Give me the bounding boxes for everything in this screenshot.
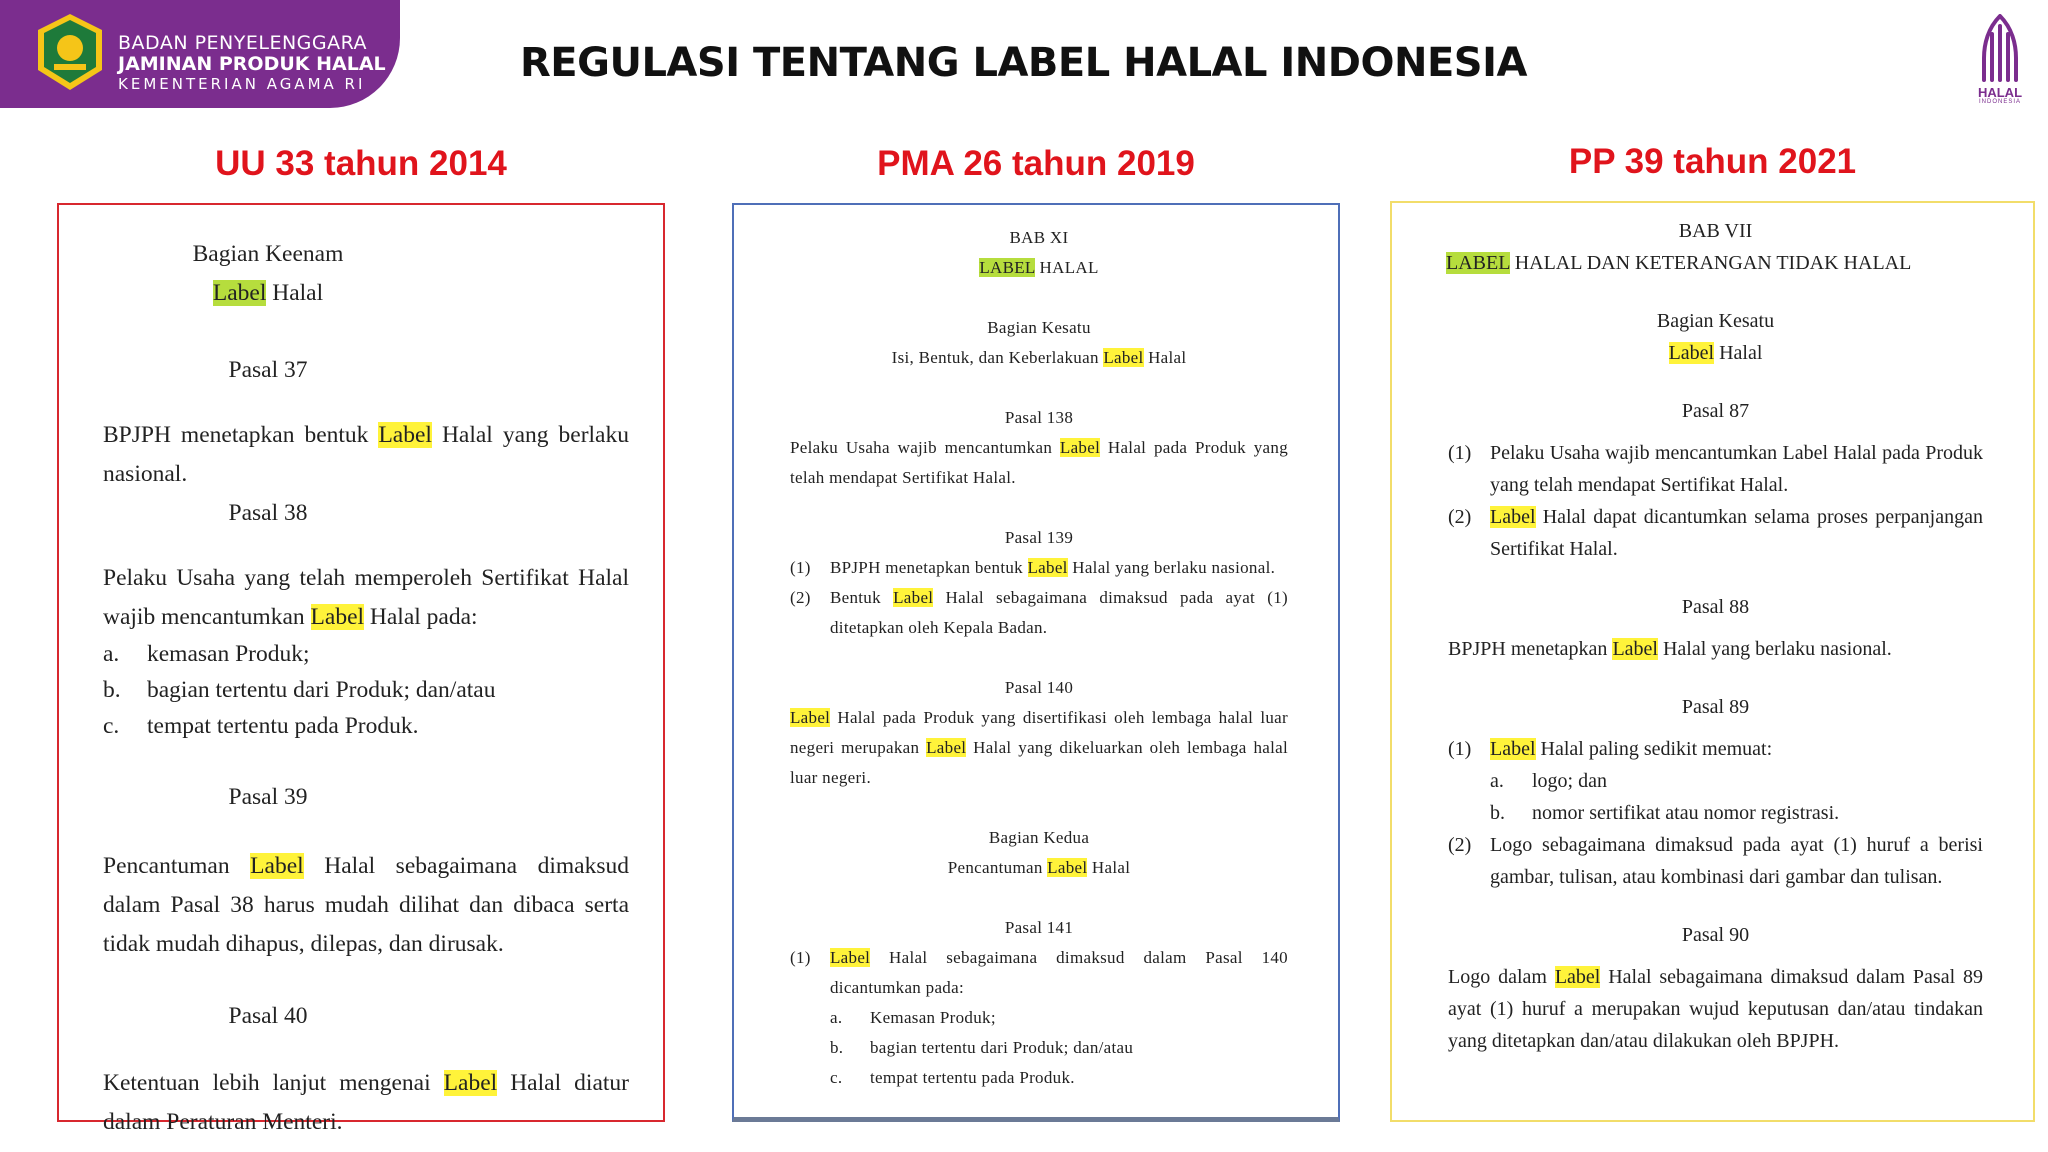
bagian-heading: Bagian Keenam (192, 241, 344, 267)
halal-logo-sub: INDONESIA (1978, 99, 2021, 105)
pasal-text: Pelaku Usaha wajib mencantumkan Label Halal pada Produk yang telah mendapat Sertifikat Halal. (790, 438, 1288, 487)
col2-title: PMA 26 tahun 2019 (877, 144, 1195, 183)
pasal-text: BPJPH menetapkan Label Halal yang berlaku nasional. (1448, 638, 1892, 660)
bagian-heading: Bagian Kesatu (987, 318, 1091, 337)
pasal-text: Ketentuan lebih lanjut mengenai Label Halal diatur dalam Peraturan Menteri. (103, 1070, 629, 1135)
pasal-heading: Pasal 140 (1004, 678, 1074, 697)
bagian-subheading: Label Halal (1668, 342, 1763, 364)
pasal-text: Label Halal pada Produk yang disertifikasi oleh lembaga halal luar negeri merupakan Label Halal yang dikeluarkan oleh lembaga halal luar negeri. (790, 708, 1288, 787)
halal-gunungan-icon (1978, 14, 2022, 84)
pasal-heading: Pasal 89 (1681, 696, 1750, 718)
pasal-heading: Pasal 87 (1681, 400, 1750, 422)
bab-heading: BAB VII (1678, 220, 1753, 242)
panel-uu33 (57, 203, 665, 1135)
ayat-item: (2) Label Halal dapat dicantumkan selama proses perpanjangan Sertifikat Halal. (1448, 506, 1983, 560)
bagian-subheading: Label Halal (212, 280, 324, 306)
halal-logo-word: HALAL (1977, 85, 2023, 100)
bagian-heading: Bagian Kesatu (1656, 310, 1775, 332)
pasal-text: Logo dalam Label Halal sebagaimana dimaksud dalam Pasal 89 ayat (1) huruf a merupakan wujud keputusan dan/atau tindakan yang ditetapkan dan/atau dilakukan oleh BPJPH. (1448, 966, 1983, 1052)
ayat-item: (1) Pelaku Usaha wajib mencantumkan Label Halal pada Produk yang telah mendapat Sertifikat Halal. (1448, 442, 1983, 496)
pasal-text: BPJPH menetapkan bentuk Label Halal yang berlaku nasional. (103, 422, 629, 487)
pasal-heading: Pasal 39 (228, 784, 308, 810)
list-item: a. logo; dan (1490, 770, 1607, 792)
list-item: a. Kemasan Produk; (830, 1008, 996, 1027)
list-item: b. nomor sertifikat atau nomor registrasi. (1490, 802, 1840, 824)
pasal-heading: Pasal 88 (1681, 596, 1750, 618)
ayat-item: (1) BPJPH menetapkan bentuk Label Halal yang berlaku nasional. (790, 558, 1276, 577)
pasal-heading: Pasal 141 (1004, 918, 1074, 937)
ayat-item: (1) Label Halal paling sedikit memuat: (1448, 738, 1773, 760)
pasal-heading: Pasal 40 (228, 1003, 308, 1029)
ayat-item: (2) Logo sebagaimana dimaksud pada ayat (1) huruf a berisi gambar, tulisan, atau kombinasi dari gambar dan tulisan. (1448, 834, 1983, 888)
org-line1: BADAN PENYELENGGARA (118, 32, 368, 54)
list-item: c. tempat tertentu pada Produk. (830, 1068, 1075, 1087)
pasal-text: Pencantuman Label Halal sebagaimana dimaksud dalam Pasal 38 harus mudah dilihat dan dibaca serta tidak mudah dihapus, dilepas, dan dirusak. (103, 853, 629, 957)
pasal-heading: Pasal 37 (228, 357, 308, 383)
org-line2: JAMINAN PRODUK HALAL (118, 53, 386, 75)
pasal-heading: Pasal 90 (1681, 924, 1750, 946)
panel-pp39 (1390, 201, 2035, 1122)
bab-heading: BAB XI (1009, 228, 1069, 247)
page-title: REGULASI TENTANG LABEL HALAL INDONESIA (520, 40, 1527, 86)
bagian-subheading: Isi, Bentuk, dan Keberlakuan Label Halal (891, 348, 1187, 367)
ayat-item: (2) Bentuk Label Halal sebagaimana dimaksud pada ayat (1) ditetapkan oleh Kepala Badan. (790, 588, 1288, 637)
bagian-heading: Bagian Kedua (988, 828, 1090, 847)
kemenag-logo-icon (30, 12, 110, 92)
halal-indonesia-logo (1970, 14, 2030, 114)
pasal-text: Pelaku Usaha yang telah memperoleh Sertifikat Halal wajib mencantumkan Label Halal pada: (103, 565, 629, 630)
pasal-heading: Pasal 38 (228, 500, 308, 526)
bab-title: LABEL HALAL (979, 258, 1099, 277)
list-item: b. bagian tertentu dari Produk; dan/atau (103, 677, 496, 703)
col3-title: PP 39 tahun 2021 (1568, 142, 1857, 181)
bagian-subheading: Pencantuman Label Halal (947, 858, 1131, 877)
list-item: b. bagian tertentu dari Produk; dan/atau (830, 1038, 1134, 1057)
org-badge (0, 0, 400, 108)
panel-pma26 (732, 203, 1340, 1122)
org-line3: KEMENTERIAN AGAMA RI (118, 75, 366, 93)
ayat-item: (1) Label Halal sebagaimana dimaksud dalam Pasal 140 dicantumkan pada: (790, 948, 1288, 997)
list-item: c. tempat tertentu pada Produk. (103, 713, 419, 739)
bab-title: LABEL HALAL DAN KETERANGAN TIDAK HALAL (1446, 252, 1912, 274)
pasal-heading: Pasal 138 (1004, 408, 1074, 427)
pasal-heading: Pasal 139 (1004, 528, 1074, 547)
list-item: a. kemasan Produk; (103, 641, 310, 667)
col1-title: UU 33 tahun 2014 (215, 144, 507, 183)
